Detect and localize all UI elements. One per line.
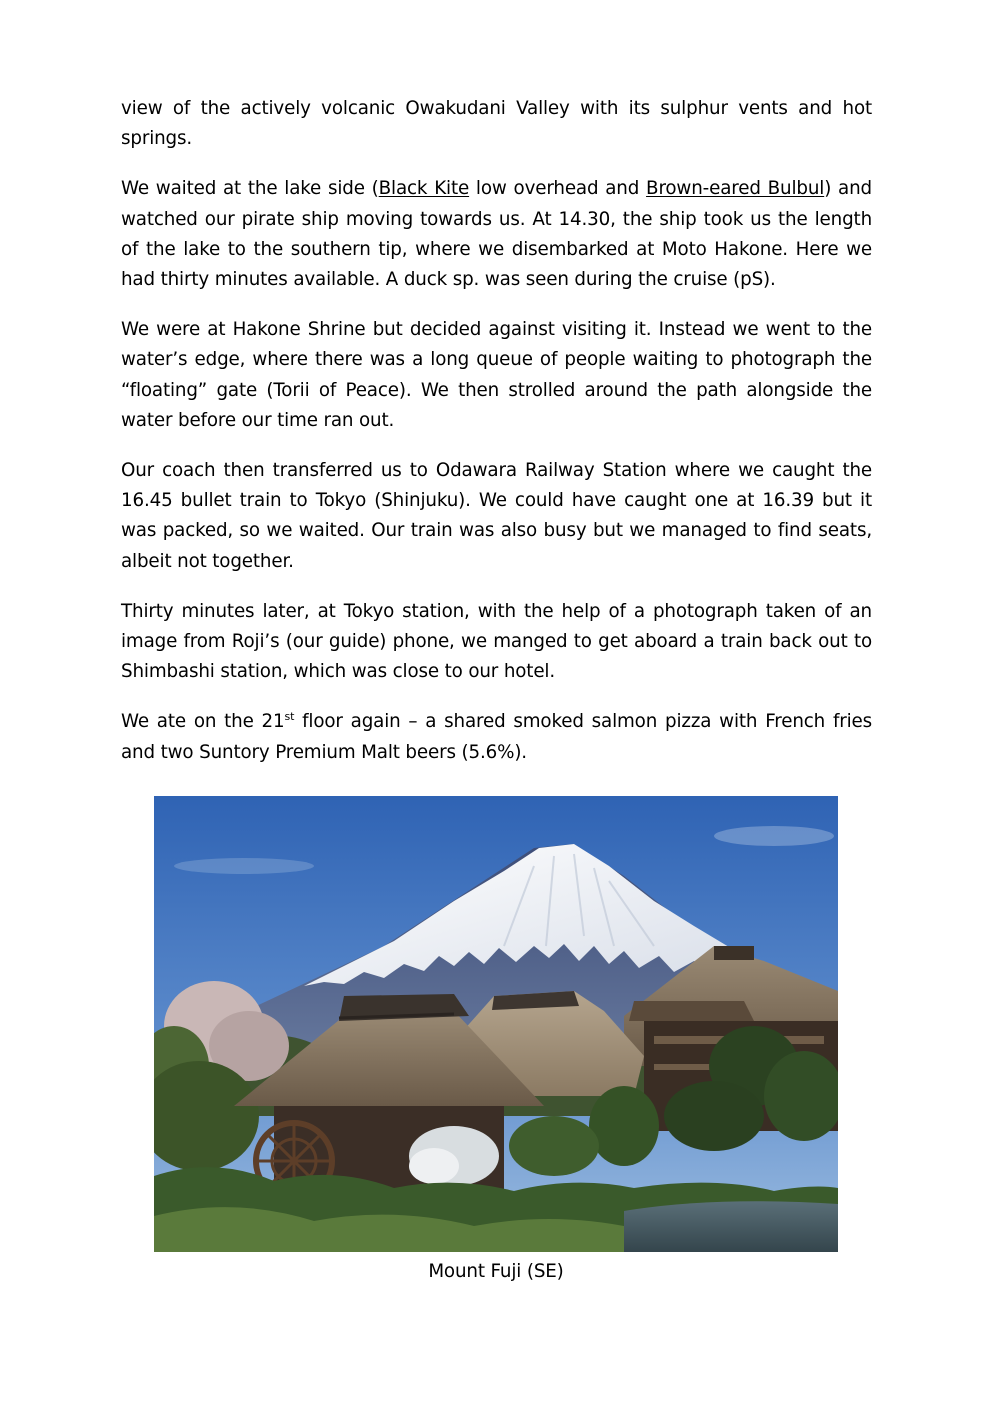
text-fragment: floor again – a shared smoked salmon pizza with French fries and two Suntory Premium Malt beers (5.6%). [121, 711, 872, 763]
paragraph-tokyo-station: Thirty minutes later, at Tokyo station, with the help of a photograph taken of an image from Roji’s (our guide) phone, we manged to get aboard a train back out to Shimbashi station, which was close to our hotel. [121, 600, 872, 683]
body-text [121, 94, 872, 788]
ordinal-suffix: st [284, 710, 295, 724]
text-fragment: ) and watched our pirate ship moving towards us. At 14.30, the ship took us the length of the lake to the southern tip, where we disembarked at Moto Hakone. Here we had thirty minutes available. A duck sp. was seen during the cruise (pS). [121, 178, 872, 291]
text-fragment: low overhead and [469, 178, 647, 200]
paragraph-hakone-shrine: We were at Hakone Shrine but decided against visiting it. Instead we went to the water’s edge, where there was a long queue of people waiting to photograph the “floating” gate (Torii of Peace). We then strolled around the path alongside the water before our time ran out. [121, 319, 872, 431]
photo-caption: Mount Fuji (SE) [428, 1261, 564, 1282]
text-fragment: We ate on the 21 [121, 711, 285, 733]
text-fragment: We waited at the lake side ( [121, 178, 379, 200]
paragraph-dinner [121, 707, 872, 767]
link-black-kite[interactable]: Black Kite [378, 178, 470, 200]
paragraph-lake-cruise [121, 174, 872, 295]
link-brown-eared-bulbul[interactable]: Brown-eared Bulbul [646, 178, 825, 200]
mount-fuji-photo [154, 796, 838, 1252]
paragraph-owakudani: view of the actively volcanic Owakudani Valley with its sulphur vents and hot springs. [121, 98, 872, 150]
paragraph-odawara-station: Our coach then transferred us to Odawara Railway Station where we caught the 16.45 bullet train to Tokyo (Shinjuku). We could have caught one at 16.39 but it was packed, so we waited. Our train was also busy but we managed to find seats, albeit not together. [121, 460, 872, 572]
